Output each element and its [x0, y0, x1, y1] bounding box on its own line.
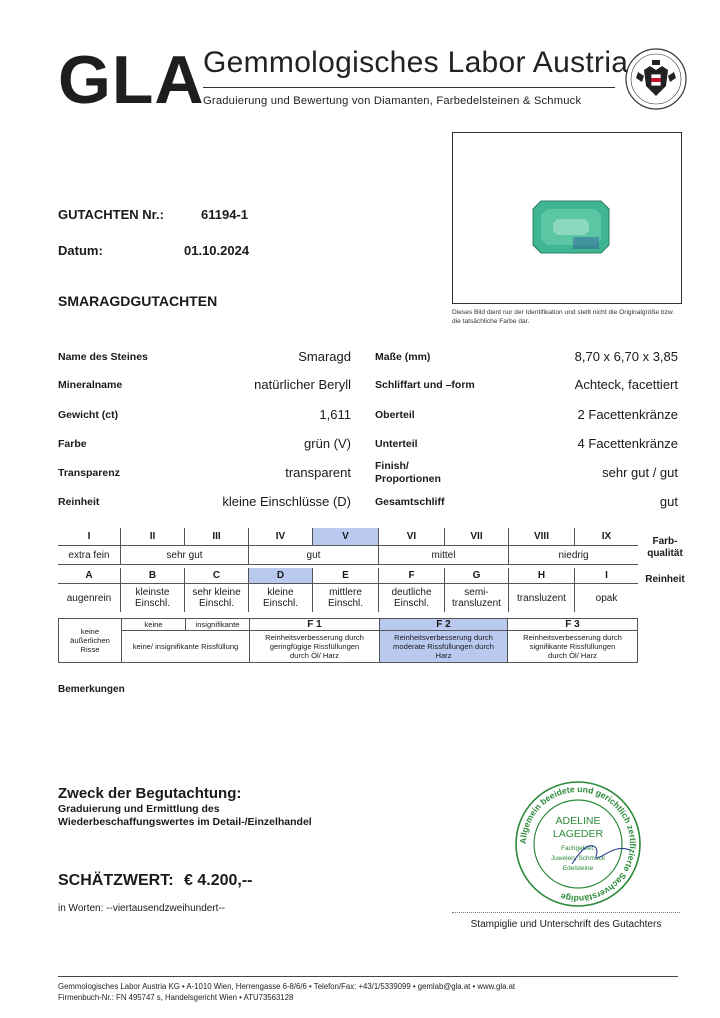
- fissure-description-c5: [507, 631, 637, 662]
- clarity-desc-line-1: kleinste: [135, 587, 170, 598]
- property-label: Farbe: [58, 438, 87, 450]
- clarity-desc-line-1: opak: [595, 592, 618, 604]
- lab-logo: GLA: [58, 42, 205, 118]
- clarity-description: [378, 584, 444, 612]
- stamp-line-3: Fachgebiet:: [561, 845, 595, 852]
- color-grade-I: I: [58, 528, 120, 546]
- property-label: Unterteil: [375, 438, 418, 450]
- fissure-text-line: keine: [80, 627, 100, 636]
- clarity-desc-line-1: kleine: [267, 587, 294, 598]
- stamp-name-1: ADELINE: [555, 815, 601, 827]
- fissure-text-line: moderate Rissfüllungen durch: [393, 642, 494, 651]
- fissure-text-line: Reinheitsverbesserung durch: [394, 633, 493, 642]
- color-quality-label-2: qualität: [647, 548, 683, 559]
- property-value: gut: [659, 494, 678, 509]
- color-description: niedrig: [508, 546, 638, 565]
- color-description: mittel: [378, 546, 508, 565]
- clarity-desc-line-1: deutliche: [391, 587, 432, 598]
- property-label: Gewicht (ct): [58, 409, 119, 421]
- fissure-keine-top: keine: [121, 619, 185, 631]
- header-rule: [203, 87, 615, 88]
- property-value: 4 Facettenkränze: [577, 436, 678, 451]
- color-grade-VIII: VIII: [508, 528, 574, 546]
- report-number-label: GUTACHTEN Nr.:: [58, 207, 164, 222]
- clarity-grade-B: B: [120, 568, 184, 584]
- clarity-grade-G: G: [444, 568, 508, 584]
- lab-name: Gemmologisches Labor Austria: [203, 46, 629, 79]
- clarity-description: [574, 584, 638, 612]
- fissure-text-line: äußerlichen: [70, 636, 110, 645]
- svg-text:Allgemein beeidete und gericht: [518, 784, 638, 904]
- clarity-grade-D: D: [248, 568, 312, 584]
- color-grade-VI: VI: [378, 528, 444, 546]
- fissure-insignificant-top: insignifikante: [185, 619, 249, 631]
- report-date: 01.10.2024: [184, 243, 250, 258]
- fissure-text-line: geringfügige Rissfüllungen: [269, 642, 360, 651]
- clarity-grade-I: I: [574, 568, 638, 584]
- purpose-line-2: Wiederbeschaffungswertes im Detail-/Einzelhandel: [58, 816, 312, 828]
- color-description: sehr gut: [120, 546, 248, 565]
- property-value: natürlicher Beryll: [254, 377, 351, 392]
- property-value: sehr gut / gut: [602, 465, 678, 480]
- footer-line-2: Firmenbuch-Nr.: FN 495747 s, Handelsgericht Wien • ATU73563128: [58, 993, 294, 1002]
- property-value: Achteck, facettiert: [574, 377, 678, 392]
- property-value: grün (V): [304, 436, 351, 451]
- fissure-description-c3: [249, 631, 379, 662]
- fissure-grade-f1: F 1: [249, 619, 379, 631]
- color-grade-V: V: [312, 528, 378, 546]
- purpose-line-1: Graduierung und Ermittlung des: [58, 803, 220, 815]
- purpose-description: [58, 803, 358, 829]
- clarity-desc-line-2: Einschl.: [262, 598, 298, 609]
- valuation-in-words: [58, 903, 225, 914]
- clarity-desc-line-1: transluzent: [517, 592, 566, 604]
- clarity-description: [444, 584, 508, 612]
- clarity-grade-H: H: [508, 568, 574, 584]
- report-date-label: Datum:: [58, 243, 103, 258]
- fissure-none-insignificant: keine/ insignifikante Rissfüllung: [121, 631, 249, 662]
- clarity-desc-line-2: transluzent: [452, 598, 501, 609]
- fissure-text-line: signifikante Rissfüllungen: [529, 642, 616, 651]
- property-value: 2 Facettenkränze: [577, 407, 678, 422]
- property-label: Maße (mm): [375, 351, 431, 363]
- color-grade-IX: IX: [574, 528, 638, 546]
- property-label-2: Proportionen: [375, 473, 441, 485]
- footer: [58, 981, 515, 1003]
- stamp-name-2: LAGEDER: [552, 828, 604, 840]
- property-value: 1,611: [319, 407, 351, 422]
- property-value: transparent: [285, 465, 351, 480]
- emerald-stone-image: [453, 133, 681, 303]
- clarity-description: [58, 584, 120, 612]
- clarity-description: [508, 584, 574, 612]
- property-value: Smaragd: [298, 349, 351, 364]
- clarity-desc-line-1: mittlere: [329, 587, 362, 598]
- lab-tagline: Graduierung und Bewertung von Diamanten, Farbedelsteinen & Schmuck: [203, 95, 582, 107]
- report-number: 61194-1: [201, 207, 248, 222]
- property-label: Finish/: [375, 460, 409, 472]
- stamp-line-5: Edelsteine: [562, 865, 594, 872]
- fissure-text-line: durch Öl/ Harz: [290, 651, 339, 660]
- fissure-grade-f3: F 3: [507, 619, 637, 631]
- remarks-label: Bemerkungen: [58, 684, 125, 695]
- clarity-desc-line-1: sehr kleine: [192, 587, 241, 598]
- expert-stamp-icon: [512, 778, 644, 910]
- words-label: in Worten:: [58, 903, 104, 914]
- color-quality-label-1: Farb-: [652, 536, 678, 547]
- clarity-description: [248, 584, 312, 612]
- fissure-text-line: durch Öl/ Harz: [548, 651, 597, 660]
- fissure-text-line: Reinheitsverbesserung durch: [523, 633, 622, 642]
- color-description: gut: [248, 546, 378, 565]
- austrian-eagle-seal-icon: [624, 46, 688, 112]
- photo-caption: Dieses Bild dient nur der Identifikation und stellt nicht die Originalgröße bzw. die tatsächliche Farbe dar.: [452, 309, 675, 325]
- color-grade-IV: IV: [248, 528, 312, 546]
- clarity-label: Reinheit: [645, 574, 685, 585]
- words-value: --viertausendzweihundert--: [106, 903, 226, 914]
- property-label: Schliffart und –form: [375, 379, 475, 391]
- purpose-title: Zweck der Begutachtung:: [58, 785, 242, 802]
- fissure-description-c4: [379, 631, 507, 662]
- clarity-desc-line-1: semi-: [464, 587, 489, 598]
- property-label: Transparenz: [58, 467, 120, 479]
- clarity-desc-line-1: augenrein: [66, 592, 112, 604]
- color-grade-III: III: [184, 528, 248, 546]
- valuation-value: € 4.200,--: [184, 872, 253, 889]
- clarity-description: [312, 584, 378, 612]
- clarity-description: [184, 584, 248, 612]
- clarity-grade-E: E: [312, 568, 378, 584]
- clarity-desc-line-2: Einschl.: [198, 598, 234, 609]
- property-label: Reinheit: [58, 496, 100, 508]
- fissure-scale: [58, 618, 638, 663]
- valuation-label: SCHÄTZWERT:: [58, 872, 174, 889]
- clarity-grade-C: C: [184, 568, 248, 584]
- clarity-grade-F: F: [378, 568, 444, 584]
- color-description: extra fein: [58, 546, 120, 565]
- clarity-desc-line-2: Einschl.: [327, 598, 363, 609]
- stamp-ring-text: Allgemein beeidete und gerichtlich zertifizierte Sachverständige: [517, 783, 639, 905]
- fissure-text-line: Harz: [435, 651, 452, 660]
- property-label: Name des Steines: [58, 351, 148, 363]
- valuation: [58, 872, 252, 890]
- property-label: Oberteil: [375, 409, 415, 421]
- signature-caption: Stampiglie und Unterschrift des Gutachters: [470, 919, 662, 930]
- color-grade-VII: VII: [444, 528, 508, 546]
- fissure-grade-f2: F 2: [379, 619, 507, 631]
- signature-line: [452, 912, 680, 913]
- clarity-grade-A: A: [58, 568, 120, 584]
- property-value: 8,70 x 6,70 x 3,85: [574, 349, 678, 364]
- clarity-desc-line-2: Einschl.: [393, 598, 429, 609]
- color-grade-II: II: [120, 528, 184, 546]
- property-label: Gesamtschliff: [375, 496, 445, 508]
- stone-photo-frame: [452, 132, 682, 304]
- fissure-none-external: [59, 619, 121, 662]
- clarity-desc-line-2: Einschl.: [134, 598, 170, 609]
- stamp-line-4: Juwelen, Schmuck: [550, 855, 606, 862]
- clarity-description: [120, 584, 184, 612]
- footer-rule: [58, 976, 678, 977]
- property-label: Mineralname: [58, 379, 123, 391]
- property-value: kleine Einschlüsse (D): [222, 494, 351, 509]
- fissure-text-line: Reinheitsverbesserung durch: [265, 633, 364, 642]
- fissure-text-line: Risse: [80, 645, 100, 654]
- footer-line-1: Gemmologisches Labor Austria KG • A-1010 Wien, Herrengasse 6-8/6/6 • Telefon/Fax: +43/1/5339099 • gemlab@gla.at • www.gla.at: [58, 982, 516, 991]
- certificate-title: SMARAGDGUTACHTEN: [58, 293, 218, 309]
